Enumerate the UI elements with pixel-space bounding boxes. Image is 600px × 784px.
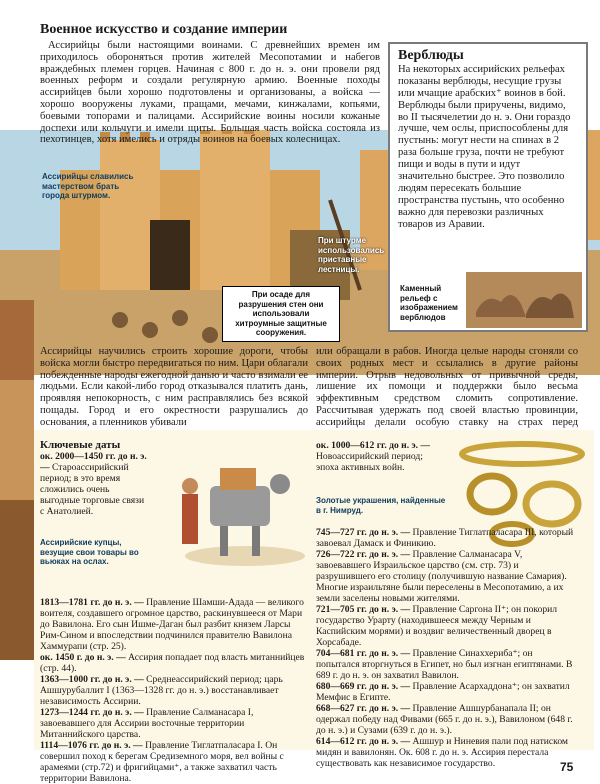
caption-relief: Каменный рельеф с изображением верблюдов — [400, 284, 458, 322]
date-entry — [40, 597, 308, 652]
date-text: Правление Синаххериба⁺; он попытался вторгнуться в Египет, но был изгнан египтянами. В 689 г. до н. э. он захватил Вавилон. — [316, 648, 573, 681]
date-label: 721—705 гг. до н. э. — — [316, 604, 411, 615]
date-label: 668—627 гг. до н. э. — — [316, 703, 411, 714]
middle-text-left — [40, 346, 308, 429]
date-entry — [316, 703, 578, 736]
date-label: 1813—1781 гг. до н. э. — — [40, 597, 144, 608]
date-label: ок. 1450 г. до н. э. — — [40, 652, 126, 663]
date-text: Староассирийский период; в это время сложились очень выгодные торговые связи с Анатолией. — [40, 462, 145, 517]
date-text: Правление Тиглатпаласара I. Он совершил поход к берегам Средиземного моря, вел войны с арамеями (стр.72) и фригийцами⁺, а также захватил часть территории Вавилона. — [40, 740, 284, 784]
date-text: Правление Асархаддона⁺; он захватил Мемфис в Египте. — [316, 681, 570, 703]
date-text: Правление Салманасара I, завоевавшего для Ассирии восточные территории Митаннийского царства. — [40, 707, 254, 740]
date-label: 1363—1000 гг. до н. э. — — [40, 674, 144, 685]
key-dates-title: Ключевые даты — [40, 439, 121, 451]
date-entry — [40, 652, 308, 674]
intro-section — [40, 22, 380, 146]
date-label: ок. 1000—612 гг. до н. э. — — [316, 440, 431, 451]
date-entry — [40, 740, 308, 784]
date-entry — [40, 707, 308, 740]
date-entry — [316, 440, 446, 473]
date-entry — [40, 674, 308, 707]
decorative-edge — [0, 300, 34, 660]
middle-paragraph-left: Ассирийцы научились строить хорошие дороги, чтобы войска могли быстро передвигаться по ним. Цари облагали побежденные народы ежегодной данью и часто взимали ее людьми. Если какой-либо город отказывался платить дань, проявляя непокорность, с ним расправлялись без всякой пощады. Город и его окрестности разрушались до основания, а пленников убивали — [40, 346, 308, 428]
date-label: 726—722 гг. до н. э. — — [316, 549, 411, 560]
date-label: 745—727 гг. до н. э. — — [316, 527, 411, 538]
middle-text-right — [316, 346, 578, 440]
date-label: 1273—1244 гг. до н. э. — — [40, 707, 144, 718]
date-label: 704—681 гг. до н. э. — — [316, 648, 411, 659]
caption-merchants: Ассирийские купцы, везущие свои товары во вьюках на ослах. — [40, 538, 139, 566]
caption-gold: Золотые украшения, найденные в г. Нимруд. — [316, 496, 446, 515]
date-entry — [40, 451, 150, 517]
date-label: 614—612 гг. до н. э. — — [316, 736, 411, 747]
date-entry — [316, 736, 578, 769]
date-text: Новоассирийский период; эпоха активных войн. — [316, 451, 423, 473]
key-dates-left-column — [40, 440, 308, 784]
date-text: Ассирия попадает под власть митаннийцев (стр. 44). — [40, 652, 305, 674]
key-dates-right-column — [316, 440, 578, 769]
date-text: Правление Шамши-Адада — великого воителя, создавшего огромное царство, раскинувшееся от Мари до Вавилона. Его сын Ишме-Даган был разбит князем Ларсы Рим-Сином и впоследствии подчинился правителю Вавилона Хаммурапи (стр. 25). — [40, 597, 304, 652]
date-text: Правление Салманасара V, завоевавшего Израильское царство (см. стр. 73) и разрушившего его столицу (получившую название Самария). Многие израильтяне были переселены в Месопотамию, а их земли заселены новыми жителями. — [316, 549, 567, 604]
caption-siege: При осаде для разрушения стен они использовали хитроумные защитные сооружения. — [222, 286, 340, 342]
middle-paragraph-right: или обращали в рабов. Иногда целые народы сгоняли со своих родных мест и ссылались в другие районы империи. Отрыв недовольных от привычной среды, лишение их помощи и поддержки было весьма эффективным средством сломить сопротивление. Рассчитывая удержать под своей властью провинции, ассирийцы делали особую ставку на страх перед — [316, 346, 578, 428]
date-label: 1114—1076 гг. до н. э. — — [40, 740, 143, 751]
camels-paragraph: На некоторых ассирийских рельефах показаны верблюды, несущие грузы или мчащие арабских⁺ воинов в бой. Верблюды были приручены, видимо, во II тысячелетии до н. э. Они гораздо лучше, чем ослы, приспособлены для пустынь: могут нести на спинах в 2 раза больше груза, почти не требуют пищи и воды в пути и идут значительно быстрее. Это позволило людям пересекать большие пространства пустынь, что особенно важно для перевозки различных товаров из Аравии. — [398, 63, 571, 230]
date-text: Среднеассирийский период; царь Ашшурубаллит I (1363—1328 гг. до н. э.) восстанавливает независимость Ассирии. — [40, 674, 283, 707]
date-text: Правление Тиглатпаласара III, который завоевал Дамаск и Финикию. — [316, 527, 574, 549]
intro-paragraph: Ассирийцы были настоящими воинами. С древнейших времен им приходилось обороняться против жителей Месопотамии и набегов враждебных племен горцев. Начиная с 800 г. до н. э. они провели ряд военных реформ и создали регулярную армию. Военные походы ассирийцев были хорошо подготовлены и организованы, а войска — хорошо вооружены луками, пращами, мечами, кинжалами, копьями, боевыми топорами и палицами. Ассирийские воины носили кожаные доспехи или кольчуги и имели щиты. Большая часть войска состояла из пехотинцев, хотя имелись и отряды воинов на боевых колесницах. — [40, 40, 380, 146]
date-label: ок. 2000—1450 гг. до н. э. — — [40, 451, 147, 473]
date-entry — [316, 604, 578, 648]
date-text: Правление Ашшурбанапала II; он одержал победу над Фивами (665 г. до н. э.), Вавилоном (648 г. до н. э.) и Сузами (639 г. до н. э.). — [316, 703, 573, 736]
caption-ladders: При штурме использовались приставные лестницы. — [318, 236, 385, 274]
date-entry — [316, 549, 578, 604]
date-entry — [316, 681, 578, 703]
date-text: Ашшур и Ниневия пали под натиском мидян и вавилонян. Ок. 608 г. до н. э. Ассирия перестала существовать как независимое государство. — [316, 736, 569, 769]
date-entry — [316, 527, 578, 549]
caption-storm: Ассирийцы славились мастерством брать города штурмом. — [42, 172, 134, 200]
date-text: Правление Саргона II⁺; он покорил государство Урарту (находившееся между Черным и Каспийским морями) и воздвиг величественный дворец в Хорсабаде. — [316, 604, 558, 648]
camels-title: Верблюды — [398, 48, 464, 63]
date-label: 680—669 гг. до н. э. — — [316, 681, 411, 692]
page-number: 75 — [560, 760, 574, 774]
section-title: Военное искусство и создание империи — [40, 22, 288, 37]
date-entry — [316, 648, 578, 681]
camel-relief-image — [466, 272, 582, 328]
